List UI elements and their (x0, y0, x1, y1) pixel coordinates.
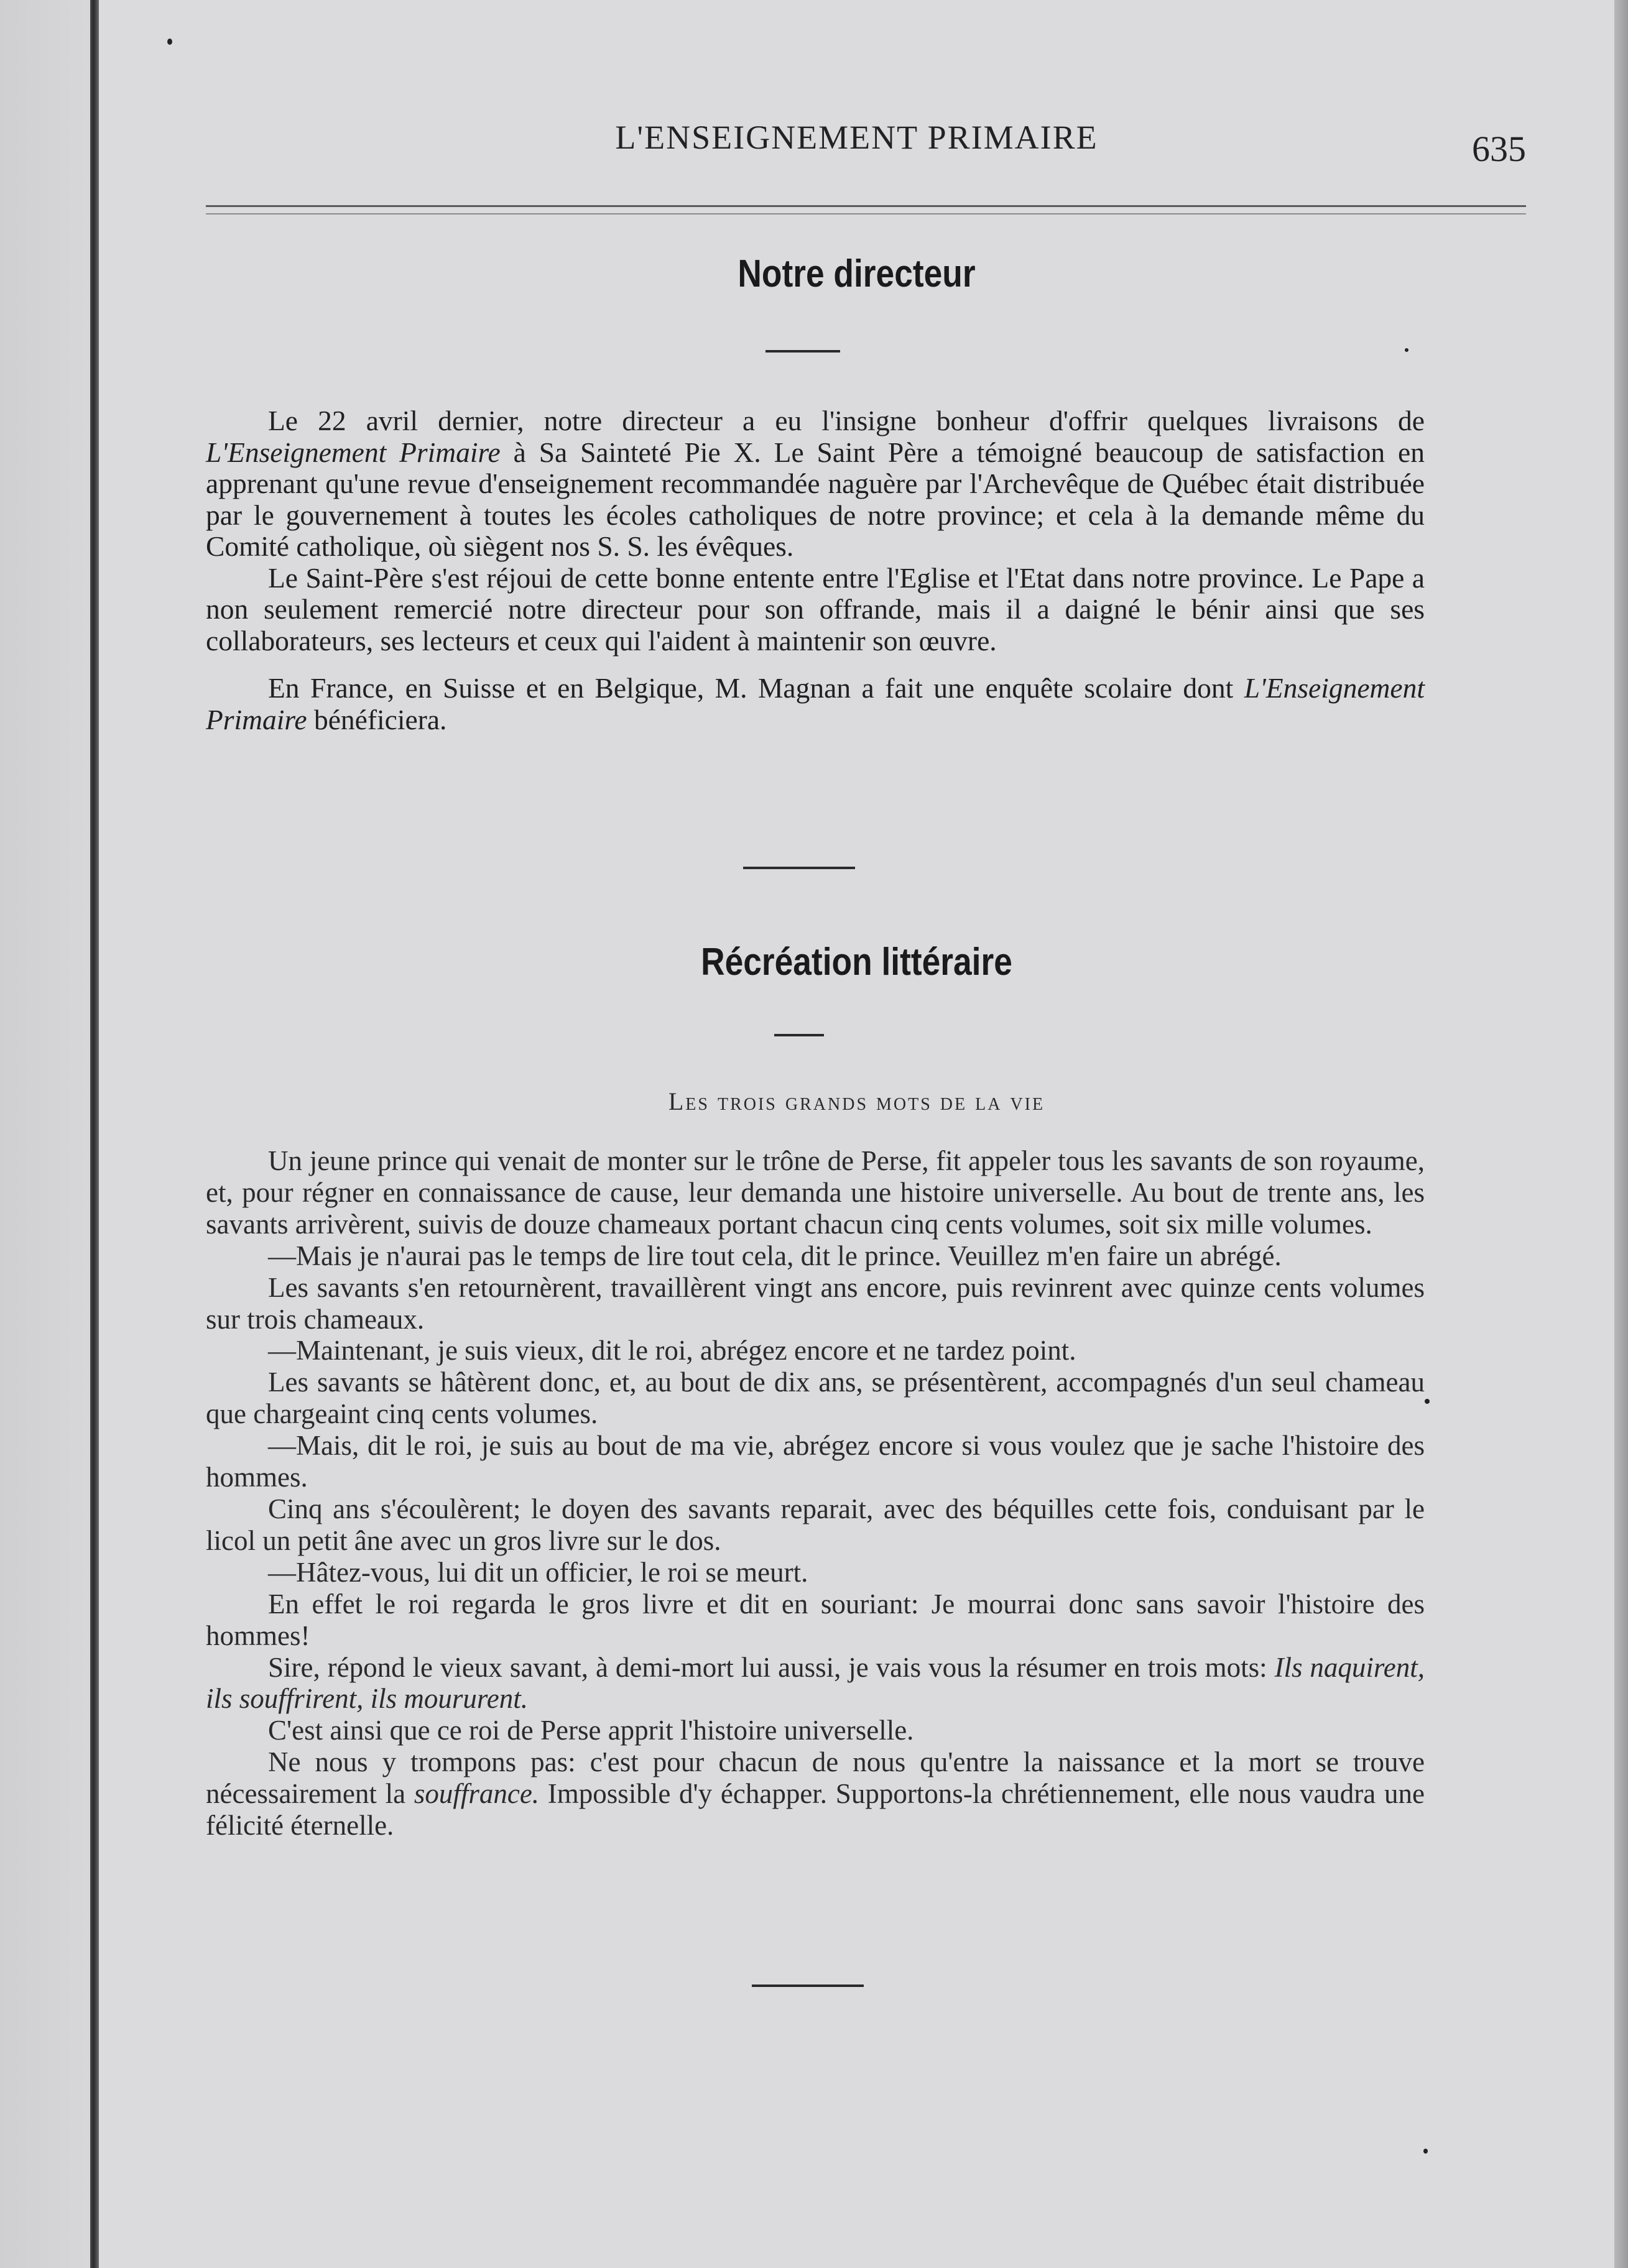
paragraph: Les savants se hâtèrent donc, et, au bout de dix ans, se présentèrent, accompagnés d'un seul chameau que chargeaint cinq cents volumes. (206, 1367, 1425, 1430)
running-title: L'ENSEIGNEMENT PRIMAIRE (615, 119, 1098, 156)
section-title-recreation-litteraire: Récréation littéraire (701, 941, 1012, 984)
paragraph: —Mais, dit le roi, je suis au bout de ma vie, abrégez encore si vous voulez que je sache l'histoire des hommes. (206, 1430, 1425, 1493)
journal-title: L'Enseignement Primaire (206, 436, 501, 468)
section-title-notre-directeur: Notre directeur (738, 252, 976, 295)
paragraph: Sire, répond le vieux savant, à demi-mort lui aussi, je vais vous la résumer en trois mots: Ils naquirent, ils souffrirent, ils moururent. (206, 1651, 1425, 1715)
scan-left-border (90, 0, 99, 2268)
page-number: 635 (1472, 129, 1526, 169)
story-subtitle: Les trois grands mots de la vie (668, 1087, 1045, 1115)
paragraph: —Hâtez-vous, lui dit un officier, le roi se meurt. (268, 1556, 808, 1588)
paragraph: Le 22 avril dernier, notre directeur a eu l'insigne bonheur d'offrir quelques livraisons de L'Enseignement Primaire à Sa Sainteté Pie X. Le Saint Père a témoigné beaucoup de satisfaction en apprenant qu'une revue d'enseignement recommandée naguère par l'Archevêque de Québec était distribuée par le gouvernement à toutes les écoles catholiques de notre province; et cela à la demande même du Comité catholique, où siègent nos S. S. les évêques. (206, 405, 1425, 562)
paragraph: Cinq ans s'écoulèrent; le doyen des savants reparait, avec des béquilles cette fois, conduisant par le licol un petit âne avec un gros livre sur le dos. (206, 1493, 1425, 1556)
speck-mark (1405, 348, 1408, 352)
section-divider (743, 867, 855, 869)
scan-right-border (1614, 0, 1628, 2268)
emphasis: souffrance. (414, 1778, 540, 1810)
story-text (206, 1145, 1425, 1842)
journal-title: L'Enseignement Primaire (206, 672, 1425, 735)
paragraph: —Mais je n'aurai pas le temps de lire tout cela, dit le prince. Veuillez m'en faire un abrégé. (268, 1240, 1282, 1271)
speck-mark (167, 39, 172, 45)
emphasis: Ils naquirent, ils souffrirent, ils moururent. (206, 1651, 1425, 1715)
speck-mark (1425, 1399, 1430, 1404)
paragraph: Un jeune prince qui venait de monter sur le trône de Perse, fit appeler tous les savants de son royaume, et, pour régner en connaissance de cause, leur demanda une histoire universelle. Au bout de trente ans, les savants arrivèrent, suivis de douze chameaux portant chacun cinq cents volumes, soit six mille volumes. (206, 1145, 1425, 1240)
paragraph: Les savants s'en retournèrent, travaillèrent vingt ans encore, puis revinrent avec quinze cents volumes sur trois chameaux. (206, 1271, 1425, 1335)
book-page (99, 0, 1614, 2268)
paragraph: Ne nous y trompons pas: c'est pour chacun de nous qu'entre la naissance et la mort se trouve nécessairement la souffrance. Impossible d'y échapper. Supportons-la chrétiennement, elle nous vaudra une félicité éternelle. (206, 1746, 1425, 1842)
paragraph: C'est ainsi que ce roi de Perse apprit l'histoire universelle. (268, 1715, 914, 1746)
title-rule (774, 1034, 824, 1036)
paragraph: —Maintenant, je suis vieux, dit le roi, abrégez encore et ne tardez point. (268, 1335, 1076, 1367)
header-rule (206, 205, 1526, 214)
section-notre-directeur-text (206, 405, 1425, 735)
running-header (99, 118, 1614, 168)
paragraph: En France, en Suisse et en Belgique, M. Magnan a fait une enquête scolaire dont L'Enseignement Primaire bénéficiera. (206, 672, 1425, 735)
paragraph: En effet le roi regarda le gros livre et dit en souriant: Je mourrai donc sans savoir l'histoire des hommes! (206, 1588, 1425, 1651)
paragraph: Le Saint-Père s'est réjoui de cette bonne entente entre l'Eglise et l'Etat dans notre province. Le Pape a non seulement remercié notre directeur pour son offrande, mais il a daigné le bénir ainsi que ses collaborateurs, ses lecteurs et ceux qui l'aident à maintenir son œuvre. (206, 561, 1425, 657)
end-divider (752, 1984, 864, 1987)
title-rule (765, 350, 840, 353)
speck-mark (1423, 2149, 1428, 2154)
